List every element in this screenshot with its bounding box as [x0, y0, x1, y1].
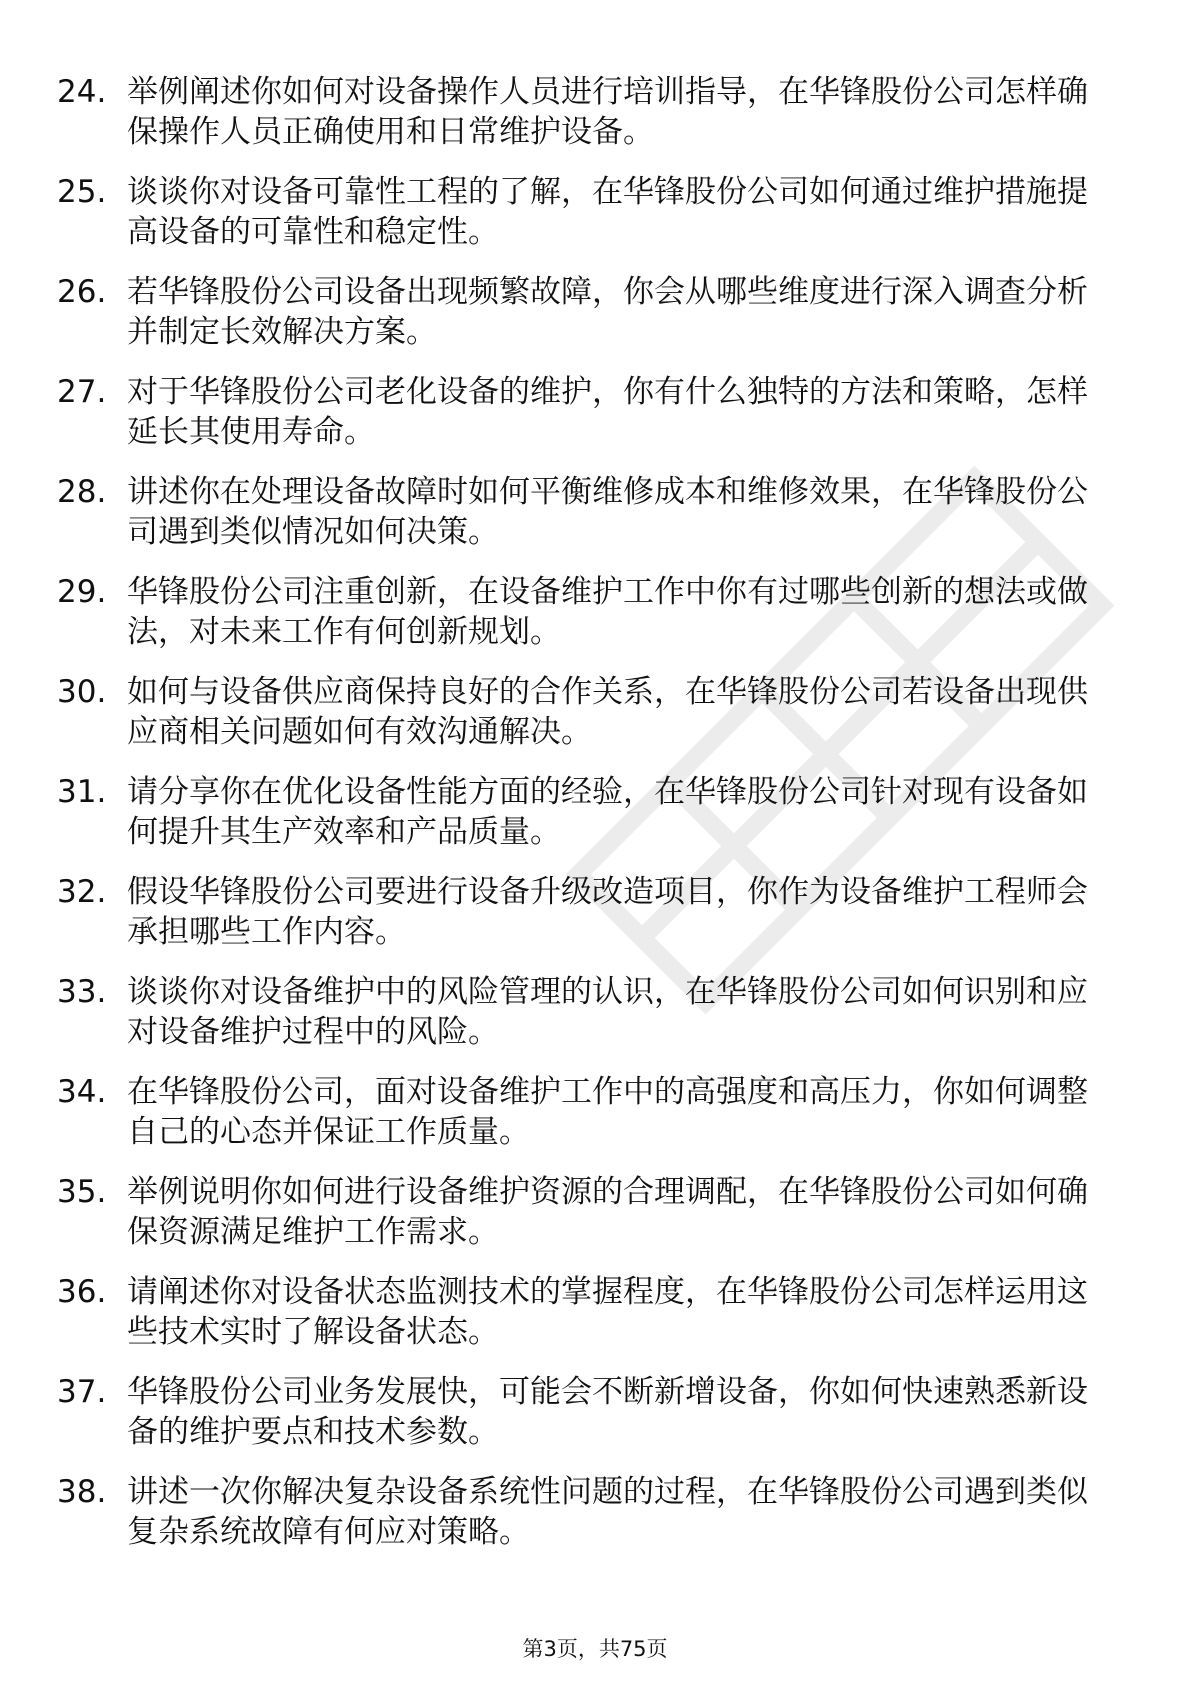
question-item	[57, 1072, 1107, 1152]
question-text: 华锋股份公司业务发展快，可能会不断新增设备，你如何快速熟悉新设备的维护要点和技术参数。	[127, 1374, 1088, 1450]
question-item	[57, 672, 1107, 752]
question-text: 请分享你在优化设备性能方面的经验，在华锋股份公司针对现有设备如何提升其生产效率和产品质量。	[127, 774, 1088, 850]
question-item	[57, 272, 1107, 352]
question-number: 37.	[57, 1374, 107, 1410]
question-item	[57, 1172, 1107, 1252]
question-number: 31.	[57, 774, 107, 810]
question-number: 26.	[57, 274, 107, 310]
question-number: 36.	[57, 1274, 107, 1310]
question-number: 25.	[57, 174, 107, 210]
question-item	[57, 1372, 1107, 1452]
question-item	[57, 472, 1107, 552]
interview-question-list	[57, 72, 1107, 1572]
question-text: 请阐述你对设备状态监测技术的掌握程度，在华锋股份公司怎样运用这些技术实时了解设备状态。	[127, 1274, 1088, 1350]
question-item	[57, 972, 1107, 1052]
question-item	[57, 72, 1107, 152]
question-text: 假设华锋股份公司要进行设备升级改造项目，你作为设备维护工程师会承担哪些工作内容。	[127, 874, 1088, 950]
question-text: 对于华锋股份公司老化设备的维护，你有什么独特的方法和策略，怎样延长其使用寿命。	[127, 374, 1088, 450]
question-text: 举例说明你如何进行设备维护资源的合理调配，在华锋股份公司如何确保资源满足维护工作需求。	[127, 1174, 1088, 1250]
question-number: 30.	[57, 674, 107, 710]
question-item	[57, 1472, 1107, 1552]
question-number: 29.	[57, 574, 107, 610]
question-number: 32.	[57, 874, 107, 910]
question-number: 34.	[57, 1074, 107, 1110]
question-text: 若华锋股份公司设备出现频繁故障，你会从哪些维度进行深入调查分析并制定长效解决方案。	[127, 274, 1088, 350]
question-text: 在华锋股份公司，面对设备维护工作中的高强度和高压力，你如何调整自己的心态并保证工作质量。	[127, 1074, 1088, 1150]
question-number: 27.	[57, 374, 107, 410]
question-text: 举例阐述你如何对设备操作人员进行培训指导，在华锋股份公司怎样确保操作人员正确使用和日常维护设备。	[127, 74, 1088, 150]
question-item	[57, 772, 1107, 852]
question-number: 38.	[57, 1474, 107, 1510]
question-item	[57, 172, 1107, 252]
page-number-footer: 第3页，共75页	[522, 1637, 668, 1661]
question-item	[57, 372, 1107, 452]
question-item	[57, 572, 1107, 652]
question-text: 谈谈你对设备维护中的风险管理的认识，在华锋股份公司如何识别和应对设备维护过程中的风险。	[127, 974, 1088, 1050]
question-text: 讲述一次你解决复杂设备系统性问题的过程，在华锋股份公司遇到类似复杂系统故障有何应对策略。	[127, 1474, 1088, 1550]
question-text: 讲述你在处理设备故障时如何平衡维修成本和维修效果，在华锋股份公司遇到类似情况如何决策。	[127, 474, 1088, 550]
question-number: 28.	[57, 474, 107, 510]
question-item	[57, 1272, 1107, 1352]
question-number: 24.	[57, 74, 107, 110]
question-text: 华锋股份公司注重创新，在设备维护工作中你有过哪些创新的想法或做法，对未来工作有何创新规划。	[127, 574, 1088, 650]
question-text: 如何与设备供应商保持良好的合作关系，在华锋股份公司若设备出现供应商相关问题如何有效沟通解决。	[127, 674, 1088, 750]
question-number: 35.	[57, 1174, 107, 1210]
question-text: 谈谈你对设备可靠性工程的了解，在华锋股份公司如何通过维护措施提高设备的可靠性和稳定性。	[127, 174, 1088, 250]
question-item	[57, 872, 1107, 952]
question-number: 33.	[57, 974, 107, 1010]
